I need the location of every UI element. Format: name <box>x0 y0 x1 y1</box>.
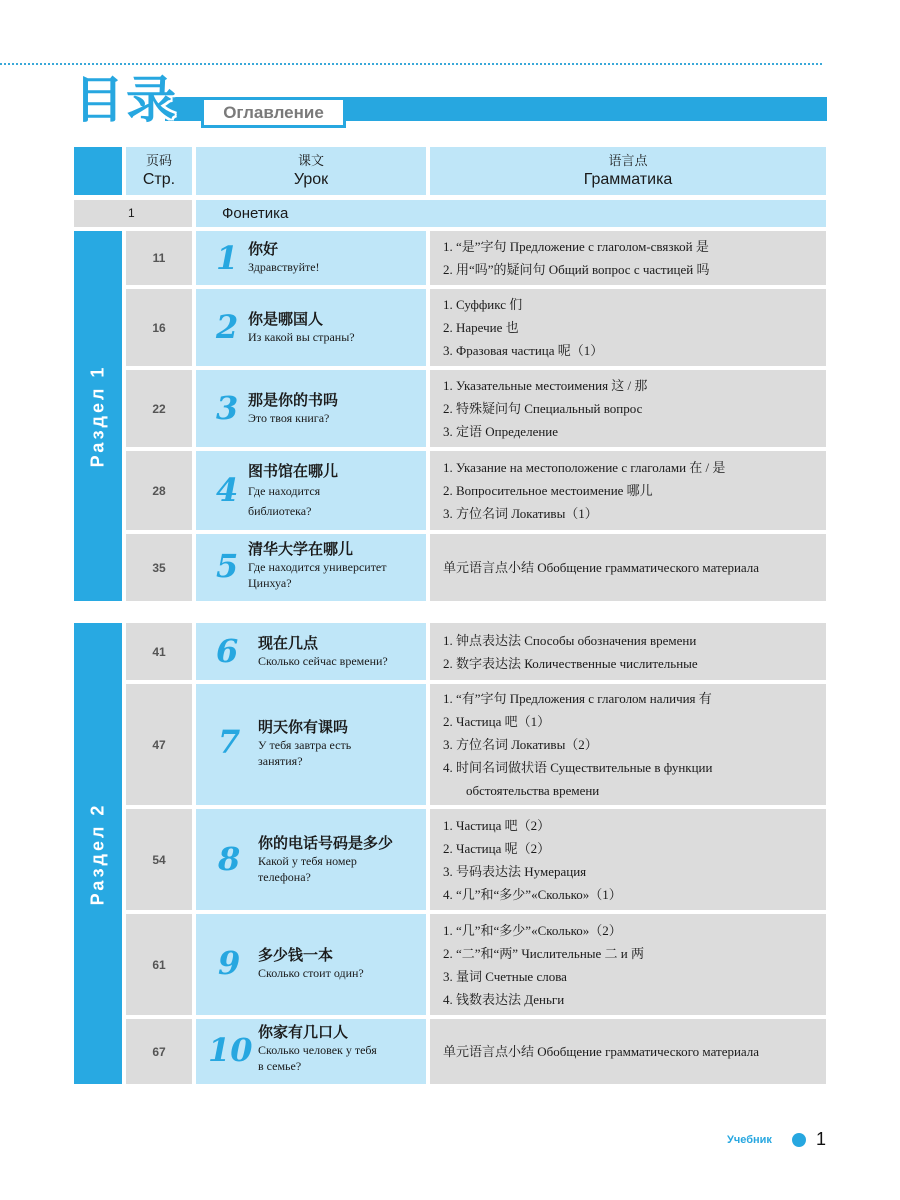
lesson-cell <box>196 534 426 601</box>
lesson-title-cn: 清华大学在哪儿 <box>248 540 354 558</box>
grammar-item: 1. Указание на местоположение с глаголами 在 / 是 <box>443 460 726 475</box>
lesson-title-cn: 明天你有课吗 <box>258 718 349 736</box>
column-header-page <box>126 147 192 195</box>
lesson-title-cn: 你好 <box>248 240 279 258</box>
grammar-item: 1. 钟点表达法 Способы обозначения времени <box>443 632 697 648</box>
grammar-item: 3. 号码表达法 Нумерация <box>443 863 587 879</box>
lesson-title-ru: Сколько сейчас времени? <box>258 654 388 668</box>
grammar-item: 1. “有”字句 Предложения с глаголом наличия 有 <box>443 691 712 706</box>
lesson-number: 10 <box>208 1031 253 1069</box>
lesson-cell <box>196 1019 426 1084</box>
lesson-title-ru: Здравствуйте! <box>248 260 320 274</box>
column-header-lesson-cn: 课文 <box>297 153 324 169</box>
grammar-item: 3. Фразовая частица 呢（1） <box>443 343 604 358</box>
lesson-page-number: 22 <box>126 370 192 447</box>
grammar-item: 4. 钱数表达法 Деньги <box>443 991 565 1007</box>
grammar-item: 3. 定语 Определение <box>443 424 559 439</box>
section-label-text: Раздел 1 <box>87 364 108 468</box>
grammar-item: 4. “几”和“多少”«Сколько»（1） <box>443 886 622 902</box>
page-title: 目录 <box>74 71 178 129</box>
lesson-title-cn: 现在几点 <box>258 634 319 652</box>
column-header-lesson-ru: Урок <box>293 170 329 188</box>
lesson-title-ru: Это твоя книга? <box>248 411 330 425</box>
grammar-item: 1. Указательные местоимения 这 / 那 <box>443 378 648 393</box>
grammar-item: 1. Частица 吧（2） <box>443 817 551 833</box>
phonetics-label: Фонетика <box>196 200 826 227</box>
grammar-cell <box>430 370 826 447</box>
grammar-item: обстоятельства времени <box>466 783 600 798</box>
page-subtitle: Оглавление <box>201 97 346 128</box>
grammar-cell <box>430 623 826 680</box>
lesson-title-cn: 那是你的书吗 <box>248 391 339 409</box>
grammar-item: 2. Наречие 也 <box>443 320 519 335</box>
grammar-cell <box>430 231 826 285</box>
lesson-page-number: 11 <box>126 231 192 285</box>
column-header-grammar <box>430 147 826 195</box>
grammar-item: 2. 特殊疑问句 Специальный вопрос <box>443 401 643 416</box>
lesson-title-cn: 你的电话号码是多少 <box>258 834 394 852</box>
grammar-cell <box>430 534 826 601</box>
grammar-item: 2. 数字表达法 Количественные числительные <box>443 655 698 671</box>
grammar-cell <box>430 1019 826 1084</box>
lesson-cell <box>196 370 426 447</box>
lesson-title-ru: Из какой вы страны? <box>248 330 355 344</box>
lesson-cell <box>196 684 426 805</box>
lesson-title-ru: У тебя завтра есть занятия? <box>258 738 352 768</box>
lesson-number: 3 <box>216 389 239 427</box>
grammar-item: 3. 方位名词 Локативы（2） <box>443 737 598 752</box>
lesson-title-cn: 图书馆在哪儿 <box>248 462 339 480</box>
grammar-item: 单元语言点小结 Обобщение грамматического материала <box>443 559 760 575</box>
grammar-item: 1. “几”和“多少”«Сколько»（2） <box>443 922 622 938</box>
lesson-title-cn: 你是哪国人 <box>248 310 324 328</box>
lesson-number: 8 <box>218 840 241 878</box>
lesson-number: 5 <box>216 547 239 585</box>
lesson-cell <box>196 914 426 1015</box>
grammar-item: 1. Суффикс 们 <box>443 297 523 312</box>
dotted-rule <box>0 63 822 65</box>
lesson-cell <box>196 809 426 910</box>
column-header-lesson <box>196 147 426 195</box>
lesson-page-number: 35 <box>126 534 192 601</box>
lesson-number: 1 <box>216 239 239 277</box>
lesson-cell <box>196 231 426 285</box>
phonetics-page: 1 <box>74 200 192 227</box>
lesson-cell <box>196 451 426 530</box>
section-label-1 <box>74 231 122 601</box>
lesson-number: 6 <box>216 632 239 670</box>
column-header-grammar-cn: 语言点 <box>608 153 648 169</box>
lesson-cell <box>196 623 426 680</box>
lesson-page-number: 61 <box>126 914 192 1015</box>
lesson-title-ru: Где находится библиотека? <box>248 484 321 518</box>
footer-dot-icon <box>792 1133 806 1147</box>
lesson-page-number: 28 <box>126 451 192 530</box>
grammar-item: 2. Частица 呢（2） <box>443 840 551 856</box>
lesson-title-cn: 你家有几口人 <box>258 1023 349 1041</box>
lesson-page-number: 16 <box>126 289 192 366</box>
grammar-item: 3. 方位名词 Локативы（1） <box>443 506 598 521</box>
footer-label: Учебник <box>727 1134 772 1146</box>
lesson-cell <box>196 289 426 366</box>
lesson-page-number: 47 <box>126 684 192 805</box>
section-label-2 <box>74 623 122 1084</box>
lesson-page-number: 54 <box>126 809 192 910</box>
grammar-cell <box>430 684 826 805</box>
lesson-title-cn: 多少钱一本 <box>258 946 334 964</box>
grammar-item: 3. 量词 Счетные слова <box>443 968 567 984</box>
column-header-grammar-ru: Грамматика <box>583 170 673 188</box>
lesson-title-ru: Сколько стоит один? <box>258 966 364 980</box>
grammar-item: 2. Вопросительное местоимение 哪儿 <box>443 483 653 498</box>
grammar-item: 单元语言点小结 Обобщение грамматического материала <box>443 1043 760 1059</box>
lesson-title-ru: Какой у тебя номер телефона? <box>258 854 357 884</box>
lesson-page-number: 67 <box>126 1019 192 1084</box>
lesson-number: 2 <box>216 308 239 346</box>
grammar-item: 1. “是”字句 Предложение с глаголом-связкой 是 <box>443 239 709 254</box>
page-number: 1 <box>816 1129 827 1149</box>
grammar-item: 4. 时间名词做状语 Существительные в функции <box>443 760 713 775</box>
lesson-number: 7 <box>218 723 241 761</box>
grammar-cell <box>430 451 826 530</box>
column-header-page-ru: Стр. <box>142 170 176 188</box>
lesson-title-ru: Где находится университет Цинхуа? <box>248 560 387 590</box>
grammar-item: 2. Частица 吧（1） <box>443 714 551 729</box>
grammar-cell <box>430 289 826 366</box>
lesson-title-ru: Сколько человек у тебя в семье? <box>258 1043 377 1073</box>
lesson-page-number: 41 <box>126 623 192 680</box>
grammar-cell <box>430 809 826 910</box>
grammar-item: 2. “二”和“两” Числительные 二 и 两 <box>443 945 644 961</box>
grammar-item: 2. 用“吗”的疑问句 Общий вопрос с частицей 吗 <box>443 262 710 277</box>
lesson-number: 9 <box>218 944 241 982</box>
section-label-text: Раздел 2 <box>87 802 108 905</box>
column-header-page-cn: 页码 <box>145 153 172 169</box>
header-corner-cell <box>74 147 122 195</box>
grammar-cell <box>430 914 826 1015</box>
lesson-number: 4 <box>216 471 239 509</box>
